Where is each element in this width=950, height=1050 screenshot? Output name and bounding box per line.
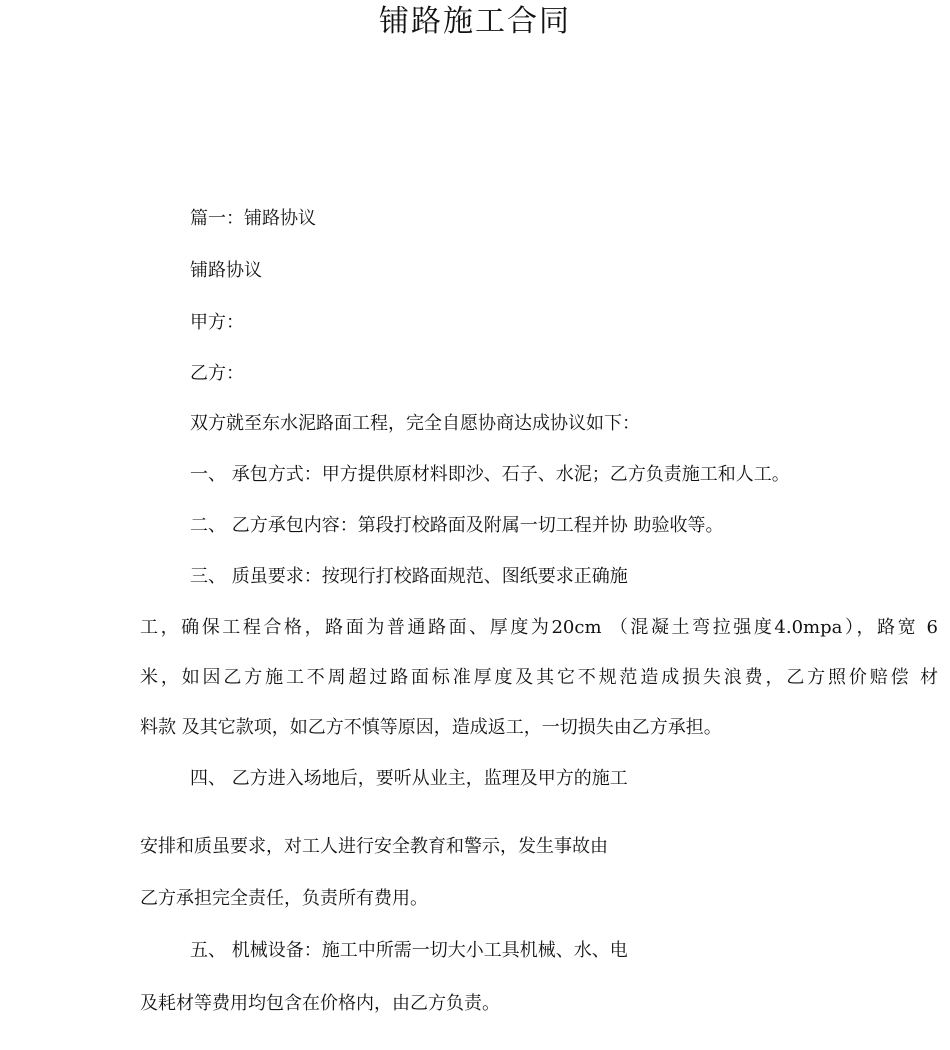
clause-5-line-2: 及耗材等费用均包含在价格内，由乙方负责。: [140, 993, 500, 1014]
clause-3-line-2: 工，确保工程合格，路面为普通路面、厚度为20cm （混凝土弯拉强度4.0mpa），路宽 6: [140, 617, 938, 638]
clause-4-line-1: 四、 乙方进入场地后，要听从业主，监理及甲方的施工: [190, 768, 628, 789]
clause-3-line-1: 三、 质虽要求：按现行打校路面规范、图纸要求正确施: [190, 566, 628, 587]
document-title: 铺路施工合同: [379, 4, 571, 39]
section-heading: 篇一：铺路协议: [190, 208, 316, 229]
agreement-subtitle: 铺路协议: [190, 260, 262, 281]
clause-5-line-1: 五、 机械设备：施工中所需一切大小工具机械、水、电: [190, 940, 628, 961]
clause-3-line-4: 料款 及其它款项，如乙方不慎等原因，造成返工，一切损失由乙方承担。: [140, 717, 722, 738]
clause-3-line-3: 米，如因乙方施工不周超过路面标准厚度及其它不规范造成损失浪费，乙方照价赔偿 材: [140, 667, 938, 688]
clause-4-line-2: 安排和质虽要求，对工人进行安全教育和警示，发生事故由: [140, 836, 608, 857]
clause-2: 二、 乙方承包内容：第段打校路面及附属一切工程并协 助验收等。: [190, 515, 724, 536]
party-a-label: 甲方：: [190, 312, 244, 333]
party-b-label: 乙方：: [190, 363, 244, 384]
clause-1: 一、 承包方式：甲方提供原材料即沙、石子、水泥；乙方负责施工和人工。: [190, 464, 790, 485]
intro-paragraph: 双方就至东水泥路面工程，完全自愿协商达成协议如下：: [190, 413, 640, 434]
clause-4-line-3: 乙方承担完全责任，负责所有费用。: [140, 888, 428, 909]
